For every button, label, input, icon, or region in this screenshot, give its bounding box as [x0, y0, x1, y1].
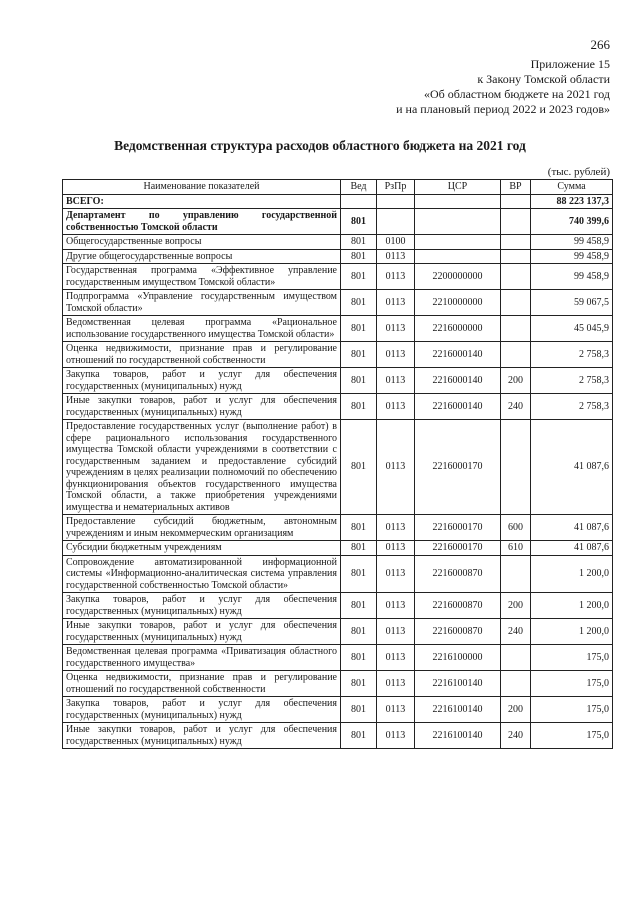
row-ved: 801 [341, 235, 377, 250]
row-vr: 200 [501, 697, 531, 723]
row-rzpr: 0113 [377, 619, 415, 645]
row-vr [501, 342, 531, 368]
header-csr: ЦСР [415, 180, 501, 195]
document-title: Ведомственная структура расходов областного бюджета на 2021 год [114, 138, 526, 153]
row-csr: 2216100000 [415, 645, 501, 671]
row-vr: 240 [501, 723, 531, 749]
row-name: Оценка недвижимости, признание прав и регулирование отношений по государственной собственности [63, 342, 341, 368]
row-sum: 41 087,6 [531, 541, 613, 556]
table-row [63, 368, 613, 394]
header-rzpr: РзПр [377, 180, 415, 195]
row-sum: 175,0 [531, 723, 613, 749]
row-vr [501, 194, 531, 209]
row-sum: 175,0 [531, 671, 613, 697]
appendix-line-2: к Закону Томской области [477, 72, 610, 86]
row-name: Иные закупки товаров, работ и услуг для обеспечения государственных (муниципальных) нужд [63, 394, 341, 420]
table-row [63, 593, 613, 619]
row-csr: 2216000170 [415, 515, 501, 541]
row-vr [501, 645, 531, 671]
row-name: Закупка товаров, работ и услуг для обеспечения государственных (муниципальных) нужд [63, 368, 341, 394]
table-row [63, 342, 613, 368]
row-name: Иные закупки товаров, работ и услуг для обеспечения государственных (муниципальных) нужд [63, 619, 341, 645]
row-ved: 801 [341, 593, 377, 619]
row-ved: 801 [341, 264, 377, 290]
row-name: Предоставление государственных услуг (выполнение работ) в сфере рационального использования государственного имущества Томской области учреждениями в соответствии с государственным заданием и предоставление субсидий учреждениям в целях реализации полномочий по обеспечению функционирования объектов государственного имущества Томской области, а также приобретения учреждениями имущества и нематериальных активов [63, 420, 341, 515]
row-rzpr: 0113 [377, 555, 415, 593]
row-rzpr: 0113 [377, 515, 415, 541]
row-ved: 801 [341, 249, 377, 264]
table-row [63, 555, 613, 593]
row-csr: 2216100140 [415, 723, 501, 749]
row-ved: 801 [341, 671, 377, 697]
table-header-row [63, 180, 613, 195]
row-rzpr: 0113 [377, 368, 415, 394]
row-name: Государственная программа «Эффективное управление государственным имуществом Томской области» [63, 264, 341, 290]
row-name: Подпрограмма «Управление государственным имуществом Томской области» [63, 290, 341, 316]
row-name: Ведомственная целевая программа «Рациональное использование государственного имущества Томской области» [63, 316, 341, 342]
appendix-line-1: Приложение 15 [530, 57, 610, 71]
row-ved: 801 [341, 316, 377, 342]
row-name: Субсидии бюджетным учреждениям [63, 541, 341, 556]
row-rzpr [377, 194, 415, 209]
row-name: Департамент по управлению государственной собственностью Томской области [63, 209, 341, 235]
row-vr: 600 [501, 515, 531, 541]
row-vr: 240 [501, 619, 531, 645]
row-ved: 801 [341, 420, 377, 515]
table-row [63, 541, 613, 556]
row-name: Предоставление субсидий бюджетным, автономным учреждениям и иным некоммерческим организациям [63, 515, 341, 541]
row-ved: 801 [341, 209, 377, 235]
row-sum: 41 087,6 [531, 515, 613, 541]
row-rzpr: 0113 [377, 420, 415, 515]
row-csr: 2216000140 [415, 368, 501, 394]
table-row [63, 619, 613, 645]
row-rzpr: 0113 [377, 671, 415, 697]
row-csr [415, 249, 501, 264]
row-sum: 99 458,9 [531, 264, 613, 290]
row-rzpr: 0113 [377, 541, 415, 556]
row-rzpr: 0113 [377, 645, 415, 671]
row-csr: 2216000140 [415, 394, 501, 420]
row-sum: 2 758,3 [531, 342, 613, 368]
row-sum: 740 399,6 [531, 209, 613, 235]
row-vr: 200 [501, 593, 531, 619]
row-rzpr: 0113 [377, 290, 415, 316]
row-vr: 610 [501, 541, 531, 556]
row-name: Другие общегосударственные вопросы [63, 249, 341, 264]
row-ved: 801 [341, 619, 377, 645]
row-ved: 801 [341, 697, 377, 723]
row-csr: 2210000000 [415, 290, 501, 316]
table-row [63, 235, 613, 250]
header-name: Наименование показателей [63, 180, 341, 195]
row-sum: 99 458,9 [531, 249, 613, 264]
row-vr [501, 290, 531, 316]
page-number: 266 [590, 37, 610, 52]
row-sum: 45 045,9 [531, 316, 613, 342]
table-row [63, 645, 613, 671]
row-sum: 2 758,3 [531, 368, 613, 394]
row-csr: 2216100140 [415, 697, 501, 723]
row-vr [501, 420, 531, 515]
row-sum: 1 200,0 [531, 619, 613, 645]
row-vr [501, 264, 531, 290]
row-ved: 801 [341, 515, 377, 541]
row-sum: 1 200,0 [531, 593, 613, 619]
row-csr [415, 235, 501, 250]
table-row [63, 697, 613, 723]
row-ved [341, 194, 377, 209]
table-row-total [63, 194, 613, 209]
row-rzpr: 0113 [377, 342, 415, 368]
table-row [63, 264, 613, 290]
row-vr [501, 555, 531, 593]
row-vr: 200 [501, 368, 531, 394]
row-name: Оценка недвижимости, признание прав и регулирование отношений по государственной собственности [63, 671, 341, 697]
row-csr [415, 194, 501, 209]
row-rzpr: 0113 [377, 723, 415, 749]
row-name: ВСЕГО: [63, 194, 341, 209]
row-sum: 2 758,3 [531, 394, 613, 420]
row-csr: 2216100140 [415, 671, 501, 697]
appendix-line-4: и на плановый период 2022 и 2023 годов» [396, 102, 610, 116]
row-rzpr: 0100 [377, 235, 415, 250]
row-rzpr: 0113 [377, 697, 415, 723]
table-row [63, 515, 613, 541]
header-sum: Сумма [531, 180, 613, 195]
row-csr: 2200000000 [415, 264, 501, 290]
row-ved: 801 [341, 723, 377, 749]
header-ved: Вед [341, 180, 377, 195]
row-name: Сопровождение автоматизированной информационной системы «Информационно-аналитическая система управления государственной собственностью Томской области» [63, 555, 341, 593]
row-ved: 801 [341, 368, 377, 394]
table-row [63, 316, 613, 342]
appendix-line-3: «Об областном бюджете на 2021 год [424, 87, 610, 101]
row-sum: 175,0 [531, 645, 613, 671]
units-label: (тыс. рублей) [547, 166, 610, 178]
header-vr: ВР [501, 180, 531, 195]
row-name: Ведомственная целевая программа «Приватизация областного государственного имущества» [63, 645, 341, 671]
row-name: Общегосударственные вопросы [63, 235, 341, 250]
row-rzpr: 0113 [377, 249, 415, 264]
table-row [63, 290, 613, 316]
row-rzpr: 0113 [377, 316, 415, 342]
row-vr: 240 [501, 394, 531, 420]
row-rzpr: 0113 [377, 593, 415, 619]
row-name: Иные закупки товаров, работ и услуг для обеспечения государственных (муниципальных) нужд [63, 723, 341, 749]
row-vr [501, 235, 531, 250]
row-vr [501, 671, 531, 697]
row-name: Закупка товаров, работ и услуг для обеспечения государственных (муниципальных) нужд [63, 697, 341, 723]
row-ved: 801 [341, 342, 377, 368]
row-rzpr: 0113 [377, 394, 415, 420]
row-csr: 2216000870 [415, 619, 501, 645]
row-sum: 88 223 137,3 [531, 194, 613, 209]
row-sum: 1 200,0 [531, 555, 613, 593]
row-vr [501, 209, 531, 235]
table-row [63, 671, 613, 697]
row-csr: 2216000870 [415, 555, 501, 593]
row-sum: 175,0 [531, 697, 613, 723]
row-rzpr [377, 209, 415, 235]
row-vr [501, 316, 531, 342]
appendix-reference [396, 57, 610, 117]
row-ved: 801 [341, 645, 377, 671]
row-csr: 2216000870 [415, 593, 501, 619]
row-ved: 801 [341, 555, 377, 593]
table-row-department [63, 209, 613, 235]
row-sum: 99 458,9 [531, 235, 613, 250]
row-ved: 801 [341, 394, 377, 420]
table-row [63, 394, 613, 420]
row-name: Закупка товаров, работ и услуг для обеспечения государственных (муниципальных) нужд [63, 593, 341, 619]
row-csr: 2216000170 [415, 541, 501, 556]
table-row [63, 723, 613, 749]
row-ved: 801 [341, 541, 377, 556]
budget-table [62, 179, 613, 749]
row-csr: 2216000000 [415, 316, 501, 342]
row-csr: 2216000140 [415, 342, 501, 368]
row-ved: 801 [341, 290, 377, 316]
table-row [63, 420, 613, 515]
row-csr: 2216000170 [415, 420, 501, 515]
row-rzpr: 0113 [377, 264, 415, 290]
row-sum: 59 067,5 [531, 290, 613, 316]
row-vr [501, 249, 531, 264]
row-sum: 41 087,6 [531, 420, 613, 515]
row-csr [415, 209, 501, 235]
table-row [63, 249, 613, 264]
